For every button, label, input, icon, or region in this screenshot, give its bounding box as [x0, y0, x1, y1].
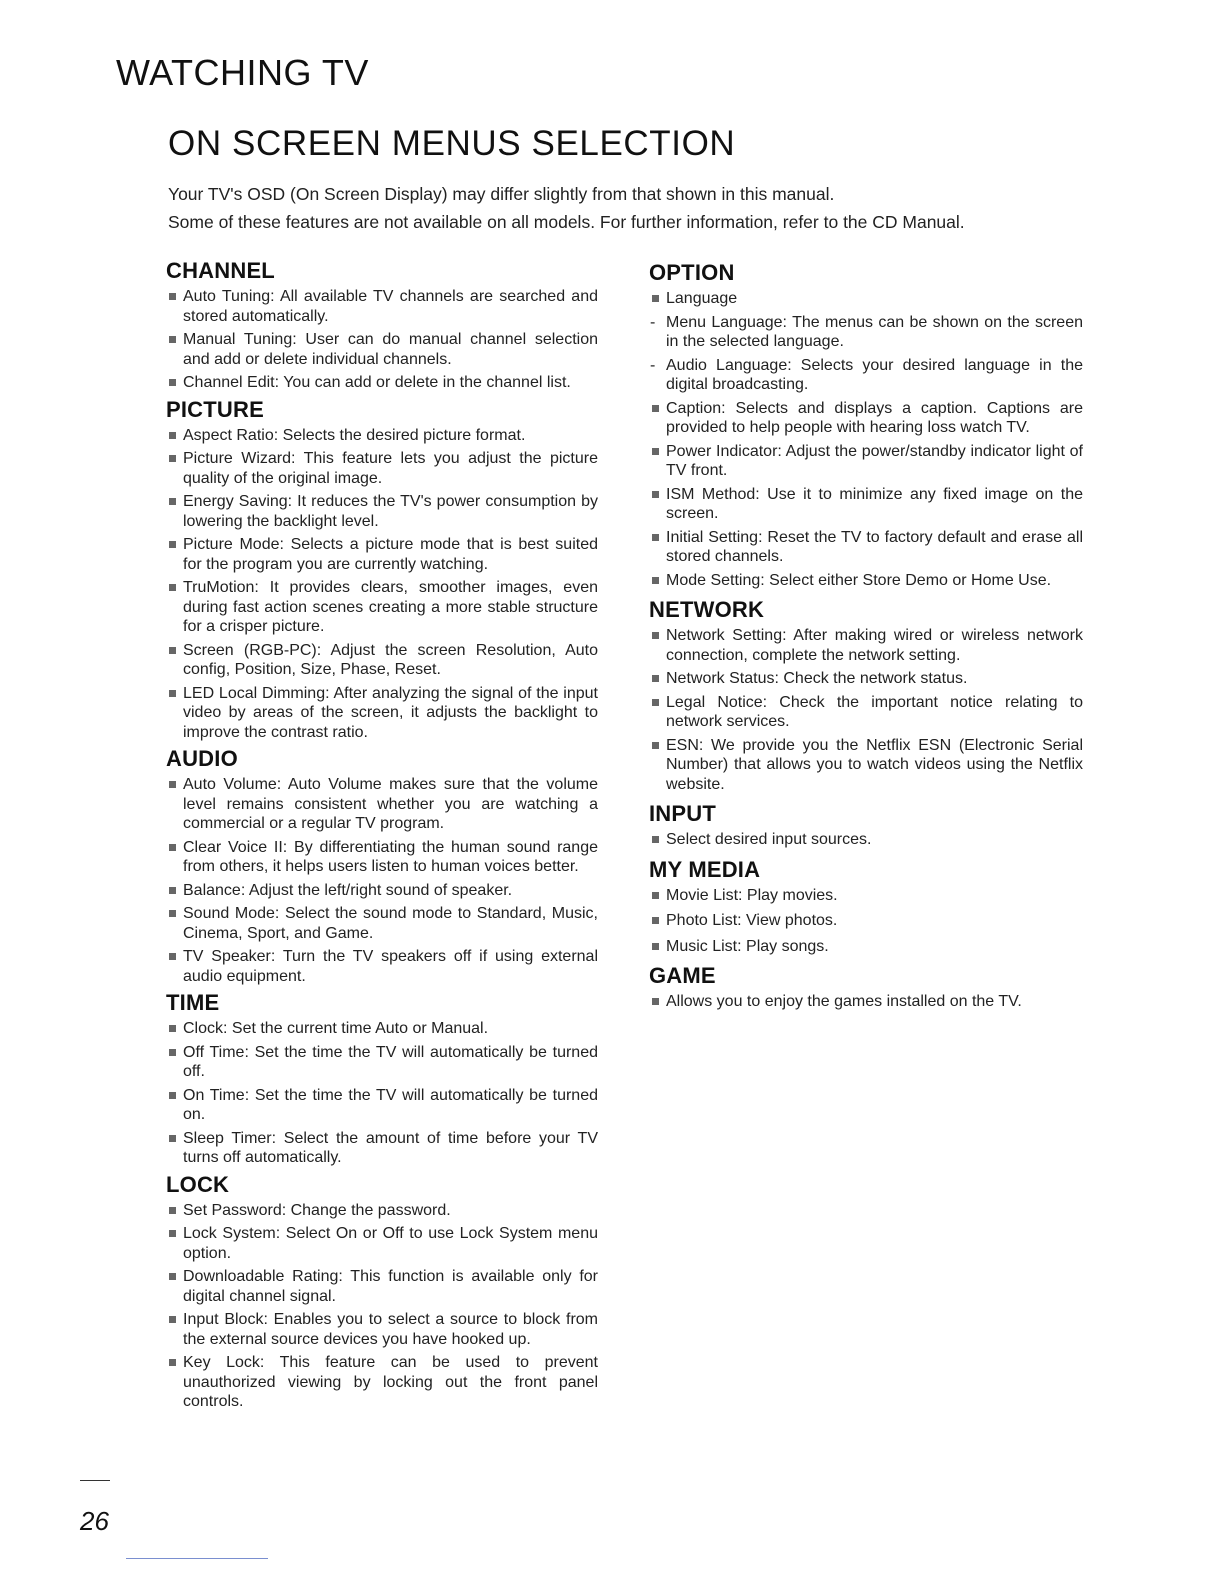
- option-heading: OPTION: [649, 260, 735, 285]
- game-section: [649, 963, 1083, 1012]
- time-item: On Time: Set the time the TV will automatically be turned on.: [166, 1086, 598, 1125]
- page-number: 26: [80, 1506, 109, 1536]
- channel-item: Channel Edit: You can add or delete in the channel list.: [166, 373, 598, 393]
- option-subitem: - Menu Language: The menus can be shown on the screen in the selected language.: [649, 313, 1083, 352]
- section-title: ON SCREEN MENUS SELECTION: [168, 124, 736, 163]
- right-column: [649, 260, 1083, 1019]
- audio-item: Clear Voice II: By differentiating the human sound range from others, it helps users listen to human voices better.: [166, 838, 598, 877]
- game-item: Allows you to enjoy the games installed on the TV.: [649, 992, 1083, 1012]
- chapter-title: WATCHING TV: [116, 52, 369, 93]
- picture-item: Picture Wizard: This feature lets you adjust the picture quality of the original image.: [166, 449, 598, 488]
- channel-item: Manual Tuning: User can do manual channel selection and add or delete individual channels.: [166, 330, 598, 369]
- my-media-section: [649, 857, 1083, 957]
- audio-item: Auto Volume: Auto Volume makes sure that the volume level remains consistent whether you are watching a commercial or a regular TV program.: [166, 775, 598, 834]
- network-section: [649, 597, 1083, 794]
- option-section: [649, 260, 1083, 590]
- input-section: [649, 801, 1083, 850]
- option-item: Caption: Selects and displays a caption. Captions are provided to help people with hearing loss watch TV.: [649, 399, 1083, 438]
- intro-text: [168, 180, 1088, 236]
- lock-item: Set Password: Change the password.: [166, 1201, 598, 1221]
- option-subitem: - Audio Language: Selects your desired language in the digital broadcasting.: [649, 356, 1083, 395]
- input-heading: INPUT: [649, 801, 716, 826]
- my-media-item: Music List: Play songs.: [649, 937, 1083, 957]
- network-item: Legal Notice: Check the important notice relating to network services.: [649, 693, 1083, 732]
- page-rule: [80, 1480, 110, 1481]
- channel-item: Auto Tuning: All available TV channels are searched and stored automatically.: [166, 287, 598, 326]
- audio-section: [166, 746, 598, 986]
- my-media-item: Photo List: View photos.: [649, 911, 1083, 931]
- input-item: Select desired input sources.: [649, 830, 1083, 850]
- audio-item: TV Speaker: Turn the TV speakers off if using external audio equipment.: [166, 947, 598, 986]
- picture-item: Energy Saving: It reduces the TV's power consumption by lowering the backlight level.: [166, 492, 598, 531]
- option-item: ISM Method: Use it to minimize any fixed image on the screen.: [649, 485, 1083, 524]
- lock-heading: LOCK: [166, 1171, 230, 1197]
- audio-heading: AUDIO: [166, 746, 238, 771]
- picture-item: LED Local Dimming: After analyzing the signal of the input video by areas of the screen, it adjusts the backlight to improve the contrast ratio.: [166, 684, 598, 743]
- network-heading: NETWORK: [649, 597, 765, 622]
- audio-item: Sound Mode: Select the sound mode to Standard, Music, Cinema, Sport, and Game.: [166, 904, 598, 943]
- time-item: Off Time: Set the time the TV will automatically be turned off.: [166, 1043, 598, 1082]
- picture-item: Aspect Ratio: Selects the desired picture format.: [166, 426, 598, 446]
- channel-heading: CHANNEL: [166, 258, 275, 283]
- time-item: Sleep Timer: Select the amount of time before your TV turns off automatically.: [166, 1129, 598, 1168]
- option-item: Language: [649, 289, 1083, 309]
- channel-section: [166, 258, 598, 393]
- game-heading: GAME: [649, 963, 716, 988]
- picture-item: Picture Mode: Selects a picture mode that is best suited for the program you are currently watching.: [166, 535, 598, 574]
- option-item: Mode Setting: Select either Store Demo or Home Use.: [649, 571, 1083, 591]
- lock-item: Downloadable Rating: This function is available only for digital channel signal.: [166, 1267, 598, 1306]
- picture-item: Screen (RGB-PC): Adjust the screen Resolution, Auto config, Position, Size, Phase, Reset.: [166, 641, 598, 680]
- time-item: Clock: Set the current time Auto or Manual.: [166, 1019, 598, 1039]
- time-section: [166, 990, 598, 1168]
- my-media-item: Movie List: Play movies.: [649, 886, 1083, 906]
- lock-item: Lock System: Select On or Off to use Lock System menu option.: [166, 1224, 598, 1263]
- picture-section: [166, 397, 598, 743]
- lock-item: Key Lock: This feature can be used to prevent unauthorized viewing by locking out the front panel controls.: [166, 1353, 598, 1412]
- network-item: ESN: We provide you the Netflix ESN (Electronic Serial Number) that allows you to watch videos using the Netflix website.: [649, 736, 1083, 795]
- intro-line: Some of these features are not available on all models. For further information, refer to the CD Manual.: [168, 212, 965, 232]
- lock-item: Input Block: Enables you to select a source to block from the external source devices you have hooked up.: [166, 1310, 598, 1349]
- lock-section: [166, 1172, 598, 1412]
- left-column: [166, 258, 598, 1416]
- network-item: Network Status: Check the network status.: [649, 669, 1083, 689]
- intro-line: Your TV's OSD (On Screen Display) may differ slightly from that shown in this manual.: [168, 184, 835, 204]
- option-item: Power Indicator: Adjust the power/standby indicator light of TV front.: [649, 442, 1083, 481]
- picture-item: TruMotion: It provides clears, smoother images, even during fast action scenes creating a more stable structure for a crisper picture.: [166, 578, 598, 637]
- option-item: Initial Setting: Reset the TV to factory default and erase all stored channels.: [649, 528, 1083, 567]
- time-heading: TIME: [166, 990, 220, 1015]
- audio-item: Balance: Adjust the left/right sound of speaker.: [166, 881, 598, 901]
- network-item: Network Setting: After making wired or wireless network connection, complete the network setting.: [649, 626, 1083, 665]
- bottom-divider: [126, 1558, 268, 1559]
- picture-heading: PICTURE: [166, 396, 264, 422]
- my-media-heading: MY MEDIA: [649, 856, 761, 882]
